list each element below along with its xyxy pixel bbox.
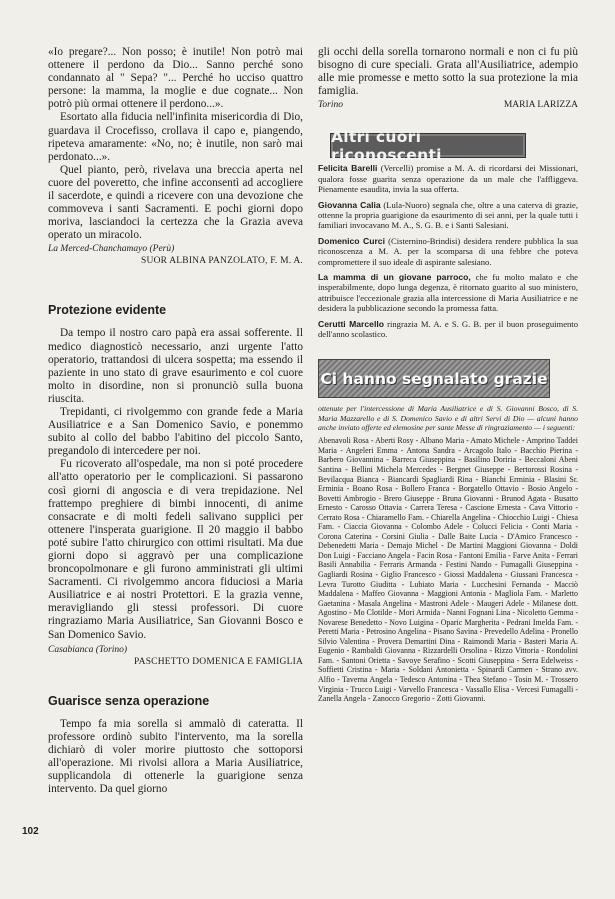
continued-paragraph: gli occhi della sorella tornarono normali e non ci fu più bisogno di cure speciali. Grata all'Ausiliatrice, adempio alle mie promesse e metto sotto la sua protezione la mia famiglia. — [318, 46, 578, 98]
place-line: Casabianca (Torino) — [48, 644, 128, 655]
grace-entry-text: (Lula-Nuoro) segnala che, oltre a una caterva di grazie, ottenne la propria guarigione da esaurimento di sei anni, per la quale tutti i familiari invocavano M. A., S. G. B. e i Santi Salesiani. — [318, 199, 578, 231]
story-paragraph-3: Quel pianto, però, rivelava una breccia aperta nel cuore del poveretto, che infine acconsentì ad accogliere il sacerdote, e quindi a ricevere con una devozione che commoveva i santi Sacramenti. E pochi giorni dopo moriva, lasciandoci la certezza che la Grazia aveva operato un miracolo. — [48, 163, 303, 242]
grace-entry-name: Domenico Curci — [318, 235, 385, 246]
grace-entry-text: ringrazia M. A. e S. G. B. per il buon proseguimento dell'anno scolastico. — [318, 318, 578, 340]
story-paragraph-1: «Io pregare?... Non posso; è inutile! Non potrò mai ottenere il perdono da Dio... Sanno perché sono condannato al " Sepa? "... Perché ho ucciso quattro persone: la mamma, la moglie e due cognate... Non potrò più ormai ottenere il perdono...». — [48, 46, 303, 111]
grace-entry — [318, 200, 578, 231]
banner-altri-cuori-riconoscenti: Altri cuori riconoscenti — [330, 133, 526, 158]
page-number: 102 — [22, 826, 39, 837]
heading-guarisce-senza-operazione: Guarisce senza operazione — [48, 693, 210, 708]
grace-entry-name: Giovanna Calia — [318, 199, 381, 210]
heading-protezione-evidente: Protezione evidente — [48, 303, 167, 318]
grace-entry-name: La mamma di un giovane parroco, — [318, 272, 471, 283]
guarisce-paragraph-1: Tempo fa mia sorella si ammalò di cateratta. Il professore ordinò subito l'intervento, ma la sorella dichiarò di voler morire piuttosto che sottoporsi all'operazione. Mi rivolsi allora a Maria Ausiliatrice, supplicandola di ottenerle la guarigione senza intervento. Da quel giorno — [48, 717, 303, 796]
left-column — [48, 46, 303, 796]
grace-entry — [318, 272, 578, 314]
grace-entry-text: che fu molto malato e che insperabilmente, dopo lunga degenza, è ritornato guarito al suo ministero, attribuisce l'eccezionale grazia alla intercessione di Maria Ausiliatrice e ne desidera la pubblicazione secondo la promessa fatta. — [318, 272, 578, 314]
grace-entry — [318, 236, 578, 267]
grace-entry — [318, 163, 578, 194]
grace-entry — [318, 319, 578, 340]
right-column — [318, 46, 578, 704]
grace-entry-name: Felicita Barelli — [318, 163, 378, 174]
signature-line: MARIA LARIZZA — [503, 100, 578, 111]
grace-entry-text: (Vercelli) promise a M. A. di ricordarsi dei Missionari, qualora fosse guarita senza operazione da un male che l'affliggeva. Pienamente esaudita, invia la sua offerta. — [318, 163, 578, 195]
signature-block-2 — [318, 99, 578, 111]
protezione-paragraph-1: Da tempo il nostro caro papà era assai sofferente. Il medico diagnosticò necessario, anzi urgente l'atto operatorio, trattandosi di ulcera sospetta; ma essendo il paziente in uno stato di grave esaurimento e col cuore molto in disordine, non si pronunciò sulla buona riuscita. — [48, 327, 303, 405]
signature-line: SUOR ALBINA PANZOLATO, F. M. A. — [141, 256, 303, 267]
banner-ci-hanno-segnalato-grazie: Ci hanno segnalato grazie — [318, 359, 550, 398]
grace-entry-text: (Cisternino-Brindisi) desidera rendere pubblica la sua riconoscenza a M. A. per la scomparsa di una febbre che poteva compromettere il suo ideale di aspirante salesiano. — [318, 235, 578, 267]
graces-intro-text: ottenute per l'intercessione di Maria Ausiliatrice e di S. Giovanni Bosco, di S. Maria Mazzarello e di S. Domenico Savio e di altri Servi di Dio — alcuni hanno anche inviato offerte ed elemosine per sante Messe di ringraziamento — i seguenti: — [318, 404, 578, 433]
place-line: Torino — [318, 100, 343, 111]
graces-names-list: Abenavoli Rosa - Aberti Rosy - Albano Maria - Amato Michele - Amprino Taddei Maria - Angeleri Emma - Antona Sandra - Arcagolo Italo - Bacchio Pierina - Barbero Giovannina - Barreca Giuseppina - Basilino Doriria - Beccaloni Abeni Santina - Bellini Michela Mercedes - Bergnet Giuseppe - Bertorossi Rosina - Bevilacqua Bianca - Biancardi Spagliardi Rina - Bianchi Erminia - Blasini Sr. Erminia - Boano Rosa - Bollero Franca - Borgatello Ottavio - Bosio Angelo - Bovetti Ambrogio - Brero Giuseppe - Bruna Giovanni - Brunod Agata - Busatto Ernesto - Carosso Ottavia - Carrera Teresa - Cascione Ernesta - Cava Vittorio - Cerrato Rosa - Chiaramello Fam. - Chiarella Angelina - Chiocchio Luigi - Chiesa Fam. - Ciaccia Giovanna - Colombo Adele - Colucci Felicia - Conti Maria - Corona Caterina - Corsini Giulia - Dalle Baite Lucia - D'Amico Francesco - Debenedetti Maria - Demajo Michel - De Martini Maggioni Giovanna - Doldi Don Luigi - Facciano Angela - Facin Rosa - Fantoni Emilia - Farve Anita - Ferrari Basili Annabilia - Ferraris Armanda - Festini Nando - Fumagalli Giuseppina - Gagliardi Rosina - Giglio Francesco - Giossi Maddalena - Giussani Francesca - Levra Turotto Giuditta - Lubiato Maria - Lucchesini Fernanda - Macciò Maddalena - Maffeo Giovanna - Maggioni Antonia - Magliola Fam. - Marletto Gaetanina - Masala Angelina - Mastroni Adele - Maugeri Adele - Milanese dott. Agostino - Mo Clotilde - Mori Armida - Nanni Fognani Lina - Nicoletto Gemma - Novarese Benedetto - Novo Luigina - Oparic Margherita - Pedrani Imelda Fam. - Peretti Maria - Petrosino Angelina - Pisano Savina - Prevedello Adelina - Pronello Silvio Valentina - Provera Demartini Dina - Raimondi Maria - Basteri Maria A. Eugenio - Rambaldi Giovanna - Rizzardelli Orsolina - Rizzo Vittoria - Rondolini Fam. - Santoni Orietta - Savoye Serafino - Scotti Giuseppina - Serra Edelweiss - Soffietti Cristina - Maria - Soldani Antonietta - Spinardi Carmen - Strano avv. Alfio - Taverna Angela - Tedesco Antonina - Thea Stefano - Tosin M. - Trossero Virginia - Trucco Luigi - Varvello Francesca - Vassallo Elisa - Vercesi Fumagalli - Zanella Angela - Zanocco Gregorio - Zotti Giovanni. — [318, 436, 578, 704]
protezione-paragraph-3: Fu ricoverato all'ospedale, ma non si poté procedere all'atto operatorio per le complicazioni. Si passarono così giorni di angoscia e di vera trepidazione. Nel frattempo preghiere di bimbi innocenti, di anime consacrate e di molti fedeli salivano supplici per ottenere l'insperata guarigione. Il 20 maggio il babbo poté subire l'atto chirurgico con ottimi risultati. Ma due giorni dopo si aggravò per una complicazione broncopolmonare e gli furono amministrati gli ultimi Sacramenti. Ci rivolgemmo ancora fiduciosi a Maria Ausiliatrice e ai nostri Protettori. E la grazia venne, meravigliando gli stessi professori. Di cuore ringraziamo Maria Ausiliatrice, San Giovanni Bosco e San Domenico Savio. — [48, 458, 303, 641]
signature-line: PASCHETTO DOMENICA E FAMIGLIA — [134, 656, 303, 667]
signature-block-1 — [48, 243, 303, 255]
grace-entry-name: Cerutti Marcello — [318, 318, 384, 329]
protezione-paragraph-2: Trepidanti, ci rivolgemmo con grande fede a Maria Ausiliatrice e a San Domenico Savio, e ponemmo subito al collo del babbo l'abitino del piccolo Santo, pregandolo di intercedere per noi. — [48, 405, 303, 458]
place-line: La Merced-Chanchamayo (Perù) — [48, 244, 175, 255]
story-paragraph-2: Esortato alla fiducia nell'infinita misericordia di Dio, guardava il Crocefisso, crollava il capo e, piangendo, ripeteva amaramente: «No, no; è inutile, non sarò mai perdonato...». — [48, 111, 303, 163]
